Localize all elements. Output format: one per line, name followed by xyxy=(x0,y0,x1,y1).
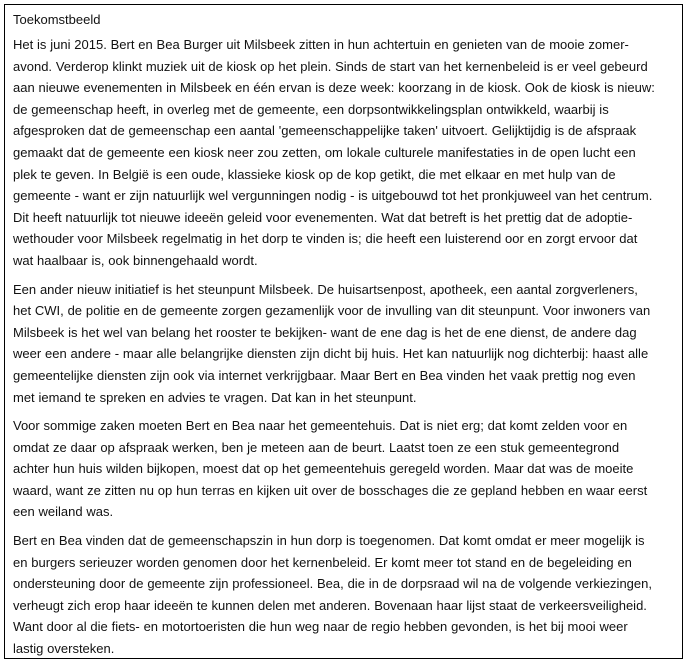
text-line: Want door al die fiets- en motortoeristen die hun weg naar de regio hebben gevonden, is het bij mooi weer xyxy=(13,619,628,635)
text-line: wat haalbaar is, ook binnengehaald wordt. xyxy=(13,252,258,268)
paragraph xyxy=(13,34,674,272)
text-line: ondersteuning door de gemeente zijn professioneel. Bea, die in de dorpsraad wil na de volgende verkiezingen, xyxy=(13,576,652,592)
paragraph xyxy=(13,279,674,409)
text-line: het CWI, de politie en de gemeente zorgen gezamenlijk voor de invulling van dit steunpunt. Voor inwoners van xyxy=(13,303,651,319)
text-line: Milsbeek is het wel van belang het rooster te bekijken- want de ene dag is het de ene dienst, de andere dag xyxy=(13,324,637,340)
text-line: avond. Verderop klinkt muziek uit de kiosk op het plein. Sinds de start van het kernenbeleid is er veel gebeurd xyxy=(13,58,648,74)
text-line: afgesproken dat de gemeenschap een aantal 'gemeenschappelijke taken' uitvoert. Gelijktijdig is de afspraak xyxy=(13,123,637,139)
text-line: aan nieuwe evenementen in Milsbeek en één ervan is deze week: koorzang in de kiosk. Ook de kiosk is nieuw: xyxy=(13,80,655,96)
paragraph xyxy=(13,530,674,660)
text-line: Een ander nieuw initiatief is het steunpunt Milsbeek. De huisartsenpost, apotheek, een aantal zorgverleners, xyxy=(13,281,638,297)
text-line: de gemeenschap heeft, in overleg met de gemeente, een dorpsontwikkelingsplan ontwikkeld, waarbij is xyxy=(13,101,609,117)
document-title: Toekomstbeeld xyxy=(13,12,101,27)
text-line: omdat ze daar op afspraak werken, ben je meteen aan de beurt. Laatst toen ze een stuk gemeentegrond xyxy=(13,439,620,455)
text-line: verheugt zich erop haar ideeën te kunnen delen met anderen. Bovenaan haar lijst staat de verkeersveiligheid. xyxy=(13,597,647,613)
text-line: waard, want ze zitten nu op hun terras en kijken uit over de bosschages die ze gepland hebben en waar eerst xyxy=(13,482,648,498)
text-line: Bert en Bea vinden dat de gemeenschapszin in hun dorp is toegenomen. Dat komt omdat er meer mogelijk is xyxy=(13,533,645,549)
text-line: gemeente - want er zijn natuurlijk wel vergunningen nodig - is uitgebouwd tot het pronkjuweel van het centrum. xyxy=(13,188,653,204)
text-line: Het is juni 2015. Bert en Bea Burger uit Milsbeek zitten in hun achtertuin en genieten van de mooie zomer- xyxy=(13,37,629,52)
document-frame xyxy=(4,4,683,659)
paragraph xyxy=(13,415,674,523)
text-line: lastig oversteken. xyxy=(13,641,115,657)
text-line: wethouder voor Milsbeek regelmatig in het dorp te vinden is; die heeft een luisterend oor en zorgt ervoor dat xyxy=(13,231,638,247)
text-line: gemeentelijke diensten zijn ook via internet verkrijgbaar. Maar Bert en Bea vinden het vaak prettig nog even xyxy=(13,367,636,383)
text-line: en burgers serieuzer worden genomen door het kernenbeleid. Er komt meer tot stand en de begeleiding en xyxy=(13,554,632,570)
text-line: met iemand te spreken en advies te vragen. Dat kan in het steunpunt. xyxy=(13,389,417,405)
text-line: Voor sommige zaken moeten Bert en Bea naar het gemeentehuis. Dat is niet erg; dat komt zelden voor en xyxy=(13,418,628,434)
text-line: weer een andere - maar alle belangrijke diensten zijn dicht bij huis. Het kan natuurlijk nog dichterbij: haast alle xyxy=(13,346,649,362)
text-line: een weiland was. xyxy=(13,504,114,520)
text-line: plek te geven. In België is een oude, klassieke kiosk op de kop getikt, die met elkaar en met hulp van de xyxy=(13,166,616,182)
document-body xyxy=(13,34,674,660)
text-line: gemaakt dat de gemeente een kiosk neer zou zetten, om lokale culturele manifestaties in de open lucht een xyxy=(13,144,636,160)
text-line: achter hun huis wilden bijkopen, moest dat op het gemeentehuis geregeld worden. Maar dat was de moeite xyxy=(13,461,634,477)
text-line: Dit heeft natuurlijk tot nieuwe ideeën geleid voor evenementen. Wat dat betreft is het prettig dat de adoptie- xyxy=(13,209,633,225)
